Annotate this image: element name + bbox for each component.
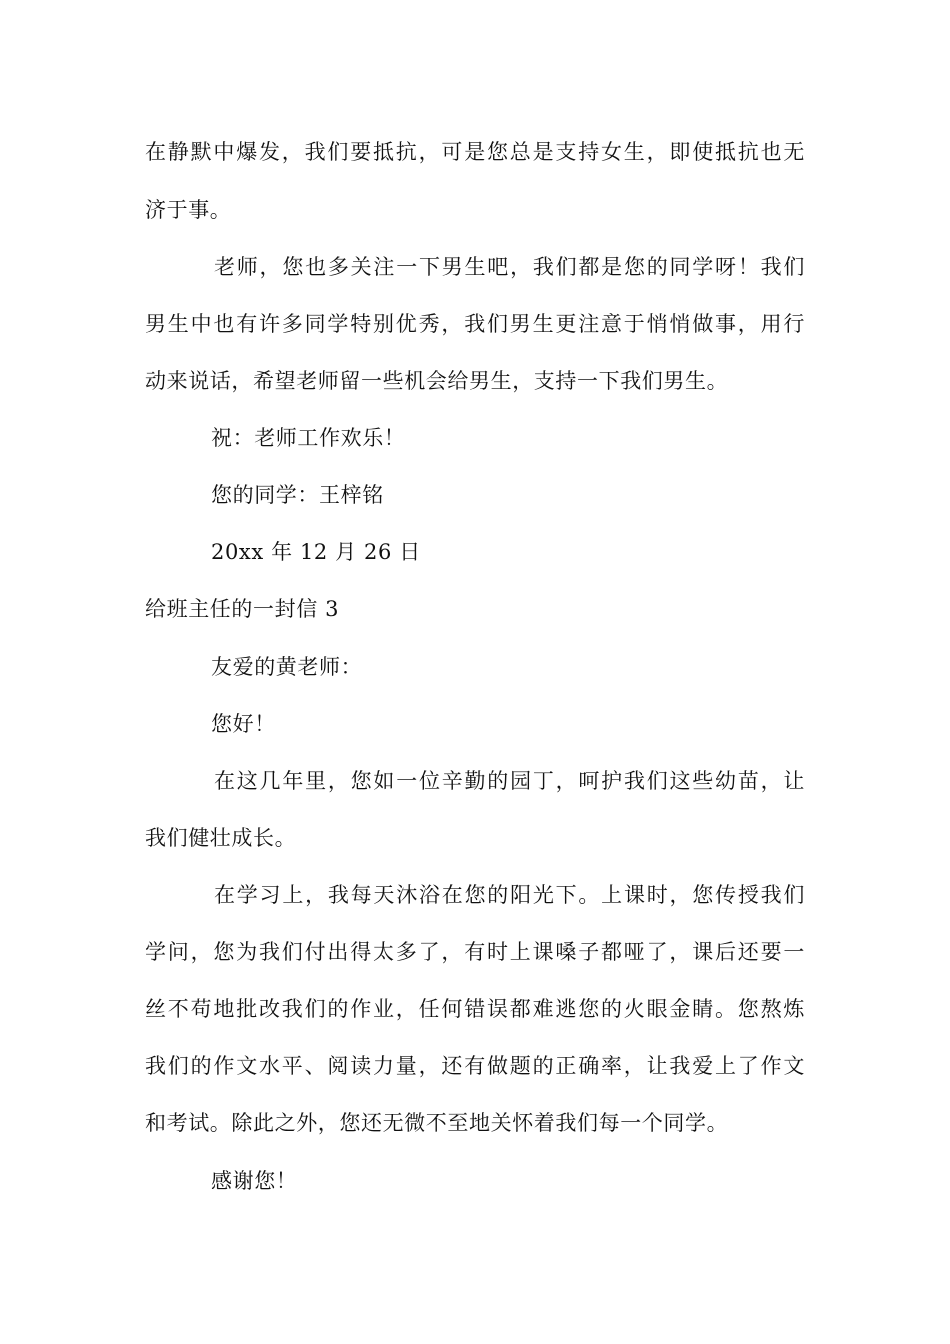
- text-line-1: 在静默中爆发，我们要抵抗，可是您总是支持女生，即使抵抗也无: [145, 140, 805, 164]
- text-line-2: 济于事。: [145, 198, 232, 222]
- text-line-16: 丝不苟地批改我们的作业，任何错误都难逃您的火眼金睛。您熬炼: [145, 997, 805, 1021]
- date-line: 20xx 年 12 月 26 日: [211, 540, 421, 564]
- signature: 您的同学：王梓铭: [211, 483, 384, 507]
- text-line-15: 学问，您为我们付出得太多了，有时上课嗓子都哑了，课后还要一: [145, 940, 805, 964]
- text-line-5: 动来说话，希望老师留一些机会给男生，支持一下我们男生。: [145, 369, 729, 393]
- text-line-17: 我们的作文水平、阅读力量，还有做题的正确率，让我爱上了作文: [145, 1054, 805, 1078]
- greeting: 您好！: [211, 712, 276, 736]
- text-line-13: 我们健壮成长。: [145, 826, 297, 850]
- closing-wish: 祝：老师工作欢乐！: [211, 426, 406, 450]
- text-line-12: 在这几年里，您如一位辛勤的园丁，呵护我们这些幼苗，让: [214, 769, 805, 793]
- section-heading: 给班主任的一封信 3: [145, 597, 340, 621]
- text-line-14: 在学习上，我每天沐浴在您的阳光下。上课时，您传授我们: [214, 883, 805, 907]
- salutation: 友爱的黄老师：: [211, 655, 363, 679]
- text-line-4: 男生中也有许多同学特别优秀，我们男生更注意于悄悄做事，用行: [145, 312, 805, 336]
- text-line-3: 老师，您也多关注一下男生吧，我们都是您的同学呀！我们: [214, 255, 805, 279]
- thanks-line: 感谢您！: [211, 1169, 298, 1193]
- text-line-18: 和考试。除此之外，您还无微不至地关怀着我们每一个同学。: [145, 1111, 729, 1135]
